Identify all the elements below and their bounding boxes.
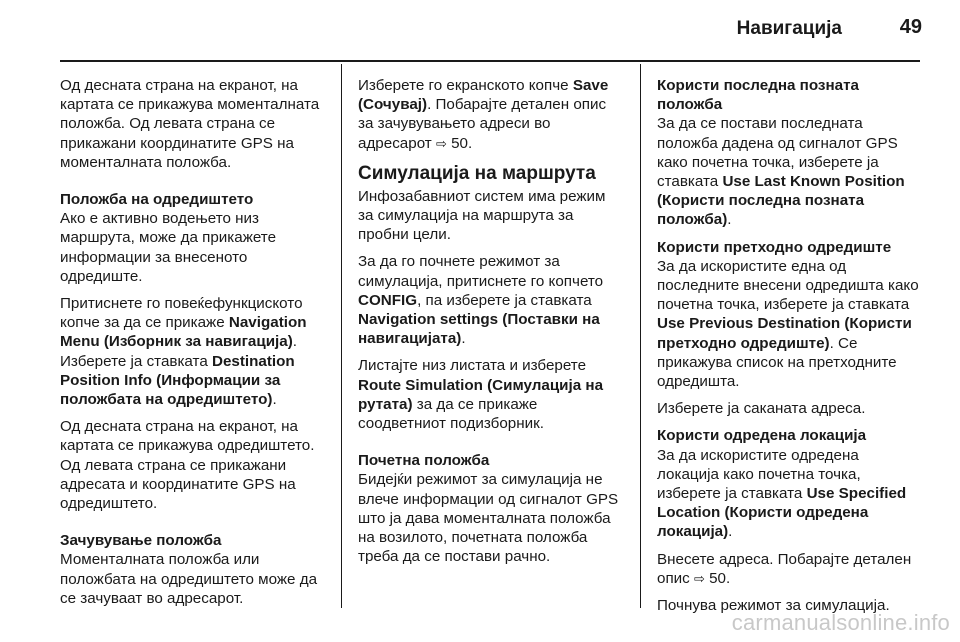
text: Листајте низ листата и изберете bbox=[358, 357, 587, 375]
page-header bbox=[0, 0, 960, 62]
paragraph bbox=[60, 294, 322, 409]
text: За да го почнете режимот за симулација, притиснете го копчето bbox=[358, 253, 604, 290]
section-heading-route-simulation: Симулација на маршрута bbox=[358, 162, 596, 184]
paragraph: Моменталната положба или положбата на одредиштето може да се зачуваат во адресарот. bbox=[60, 551, 318, 607]
text: , па изберете ја ставката bbox=[417, 291, 592, 309]
page-reference-icon: ⇨ bbox=[435, 135, 447, 151]
paragraph bbox=[657, 257, 919, 391]
text: . bbox=[728, 523, 733, 541]
paragraph: Од десната страна на екранот, на картата се прикажува моменталната положба. Од левата страна се прикажани координатите GPS на моменталната положба. bbox=[60, 77, 320, 171]
text: . bbox=[727, 211, 732, 229]
paragraph bbox=[657, 446, 919, 542]
watermark: carmanualsonline.info bbox=[731, 610, 950, 635]
paragraph: Изберете ја саканата адреса. bbox=[657, 400, 866, 418]
paragraph bbox=[657, 550, 919, 588]
column-3 bbox=[657, 76, 919, 623]
subheading-save-position: Зачувување положба bbox=[60, 532, 222, 550]
column-divider-left bbox=[341, 64, 342, 608]
subheading-previous-destination: Користи претходно одредиште bbox=[657, 238, 892, 256]
column-2 bbox=[358, 76, 620, 574]
paragraph bbox=[358, 356, 620, 433]
button-term: CONFIG bbox=[358, 291, 418, 309]
subheading-last-known-position: Користи последна позната положба bbox=[657, 77, 859, 114]
text: Внесете адреса. Побарајте детален опис bbox=[657, 550, 912, 587]
column-divider-right bbox=[640, 64, 641, 608]
text: . Изберете ја ставката bbox=[60, 333, 297, 370]
subheading-destination-position: Положба на одредиштето bbox=[60, 191, 254, 209]
text: . Се прикажува список на претходните одредишта. bbox=[657, 334, 897, 391]
text: за да се прикаже соодветниот подизборник. bbox=[358, 395, 544, 433]
text: Изберете го екранското копче bbox=[358, 77, 573, 94]
paragraph: Од десната страна на екранот, на картата се прикажува одредиштето. Од левата страна се прикажани адресата и координатите GPS на одредиштето. bbox=[60, 418, 315, 513]
paragraph bbox=[657, 114, 919, 229]
paragraph: Бидејќи режимот за симулација не влече информации од сигналот GPS што ја дава моменталната положба на возилото, почетната положба треба да се постави рачно. bbox=[358, 471, 619, 566]
page-reference-icon: ⇨ bbox=[693, 570, 705, 586]
paragraph bbox=[358, 76, 620, 153]
text: Притиснете го повеќефункциското копче за да се прикаже bbox=[60, 295, 303, 332]
paragraph: Ако е активно водењето низ маршрута, може да прикажете информации за внесеното одредиште. bbox=[60, 210, 277, 285]
paragraph: Инфозабавниот систем има режим за симулација на маршрута за пробни цели. bbox=[358, 187, 606, 244]
menu-term: Destination Position Info (Информации за положбата на одредиштето) bbox=[60, 352, 295, 409]
text: . bbox=[272, 391, 277, 409]
text: 50. bbox=[446, 134, 473, 152]
menu-term: Navigation Menu (Изборник за навигација) bbox=[60, 314, 307, 351]
menu-term: Use Specified Location (Користи одредена локација) bbox=[657, 485, 907, 541]
menu-term: Use Previous Destination (Користи претходно одредиште) bbox=[657, 315, 912, 352]
header-rule bbox=[60, 60, 920, 62]
text: За да се постави последната положба дадена од сигналот GPS како почетна точка, изберете ја ставката bbox=[657, 115, 898, 191]
subheading-specified-location: Користи одредена локација bbox=[657, 427, 867, 445]
text: . Побарајте детален опис за зачувувањето адреси во адресарот bbox=[358, 96, 607, 152]
subheading-start-position: Почетна положба bbox=[358, 452, 490, 470]
paragraph: Почнува режимот за симулација. bbox=[657, 597, 890, 615]
menu-term: Use Last Known Position (Користи последна позната положба) bbox=[657, 173, 905, 229]
button-term: Save (Сочувај) bbox=[358, 77, 609, 114]
text: За да искористите одредена локација како почетна точка, изберете ја ставката bbox=[657, 446, 861, 503]
menu-term: Navigation settings (Поставки на навигацијата) bbox=[358, 311, 600, 348]
menu-term: Route Simulation (Симулација на рутата) bbox=[358, 376, 604, 413]
section-title: Навигација bbox=[736, 18, 842, 39]
page-number: 49 bbox=[899, 16, 922, 38]
text: 50. bbox=[704, 569, 731, 587]
column-1 bbox=[60, 76, 322, 616]
text: За да искористите една од последните внесени одредишта како почетна точка, изберете ја ставката bbox=[657, 257, 919, 314]
paragraph bbox=[358, 252, 620, 348]
text: . bbox=[461, 330, 466, 348]
